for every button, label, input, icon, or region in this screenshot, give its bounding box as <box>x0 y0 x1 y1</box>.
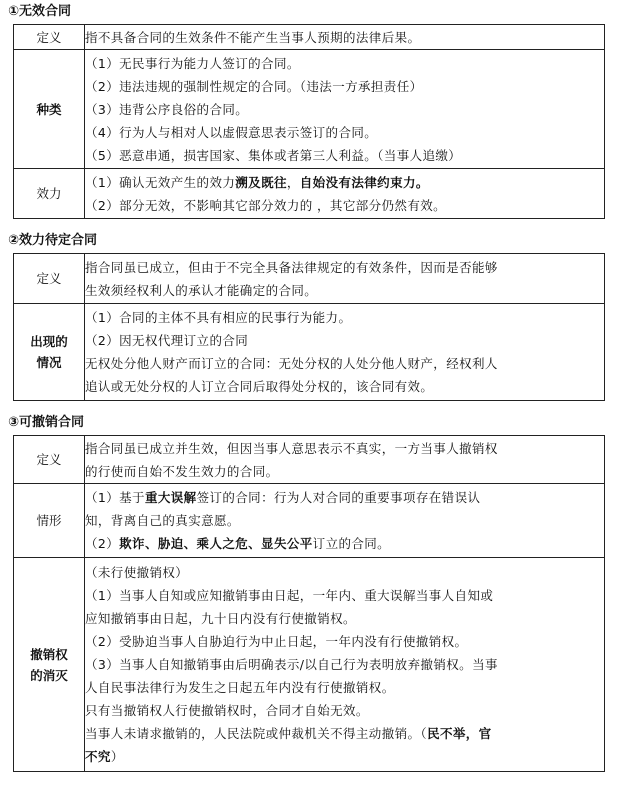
list-item: （2）受胁迫当事人自胁迫行为中止日起，一年内没有行使撤销权。 <box>85 634 468 649</box>
section-3-title: ③可撤销合同 <box>8 415 85 430</box>
list-item: （3）违背公序良俗的合同。 <box>85 101 249 117</box>
extinction-list: （未行使撤销权） （1）当事人自知或应知撤销事由日起，一年内、重大误解当事人自知或 应知撤销事由日起，九十日内没有行使撤销权。 （2）受胁迫当事人自胁迫行为中止日起，一年内没有行使撤销权。 （3）当事人自知撤销事由后明确表示/以自己行为表明放弃撤销权。当事 人自民事法律行为发生之日起五年内没有行使撤销权。 只有当撤销权人行使撤销权时，合同才自始无效。 当事人未请求撤销的，人民法院或仲裁机关不得主动撤销。（民不举，官 不究） <box>85 558 605 772</box>
circumstances-text: （1）基于重大误解签订的合同：行为人对合同的重要事项存在错误认 知，背离自己的真实意愿。 （2）欺诈、胁迫、乘人之危、显失公平订立的合同。 <box>85 484 605 558</box>
definition-text: 指合同虽已成立，但由于不完全具备法律规定的有效条件，因而是否能够 生效须经权利人的承认才能确定的合同。 <box>85 254 605 304</box>
list-item: 人自民事法律行为发生之日起五年内没有行使撤销权。 <box>85 680 395 695</box>
list-item: 应知撤销事由日起，九十日内没有行使撤销权。 <box>85 611 356 626</box>
definition-label: 定义 <box>14 254 85 304</box>
definition-text: 指不具备合同的生效条件不能产生当事人预期的法律后果。 <box>85 25 605 50</box>
table-row <box>14 169 605 219</box>
pending-contract-table <box>13 253 605 401</box>
list-item: （5）恶意串通，损害国家、集体或者第三人利益。（当事人追缴） <box>85 147 462 163</box>
types-list <box>85 50 605 169</box>
list-item: （4）行为人与相对人以虚假意思表示签订的合同。 <box>85 124 378 140</box>
section-1-title: ①无效合同 <box>8 4 72 19</box>
situations-list <box>85 304 605 401</box>
circumstances-label: 情形 <box>14 484 85 558</box>
table-row <box>14 436 605 484</box>
table-row <box>14 484 605 558</box>
list-item: （未行使撤销权） <box>85 565 189 580</box>
table-row <box>14 558 605 772</box>
list-item: 追认或无处分权的人订立合同后取得处分权的，该合同有效。 <box>85 379 434 394</box>
list-item: （1）合同的主体不具有相应的民事行为能力。 <box>85 310 352 325</box>
list-item: （1）当事人自知或应知撤销事由日起，一年内、重大误解当事人自知或 <box>85 588 494 603</box>
revocable-contract-table <box>13 435 605 772</box>
list-item: （1）无民事行为能力人签订的合同。 <box>85 55 300 71</box>
table-row <box>14 304 605 401</box>
table-row <box>14 50 605 169</box>
section-2-title: ②效力待定合同 <box>8 233 98 248</box>
list-item: （2）违法违规的强制性规定的合同。（违法一方承担责任） <box>85 78 423 94</box>
list-item: 无权处分他人财产而订立的合同：无处分权的人处分他人财产，经权利人 <box>85 356 498 371</box>
extinction-label: 撤销权 的消灭 <box>14 558 85 772</box>
list-item: （3）当事人自知撤销事由后明确表示/以自己行为表明放弃撤销权。当事 <box>85 657 498 672</box>
list-item: （2）因无权代理订立的合同 <box>85 333 249 348</box>
definition-label: 定义 <box>14 25 85 50</box>
table-row <box>14 254 605 304</box>
types-label: 种类 <box>14 50 85 169</box>
invalid-contract-table <box>13 24 605 219</box>
definition-text: 指合同虽已成立并生效，但因当事人意思表示不真实，一方当事人撤销权 的行使而自始不发生效力的合同。 <box>85 436 605 484</box>
effect-label: 效力 <box>14 169 85 219</box>
situations-label: 出现的 情况 <box>14 304 85 401</box>
list-item: 只有当撤销权人行使撤销权时，合同才自始无效。 <box>85 703 369 718</box>
definition-label: 定义 <box>14 436 85 484</box>
table-row <box>14 25 605 50</box>
effect-text: （1）确认无效产生的效力溯及既往，自始没有法律约束力。 （2）部分无效，不影响其它部分效力的 ，其它部分仍然有效。 <box>85 169 605 219</box>
